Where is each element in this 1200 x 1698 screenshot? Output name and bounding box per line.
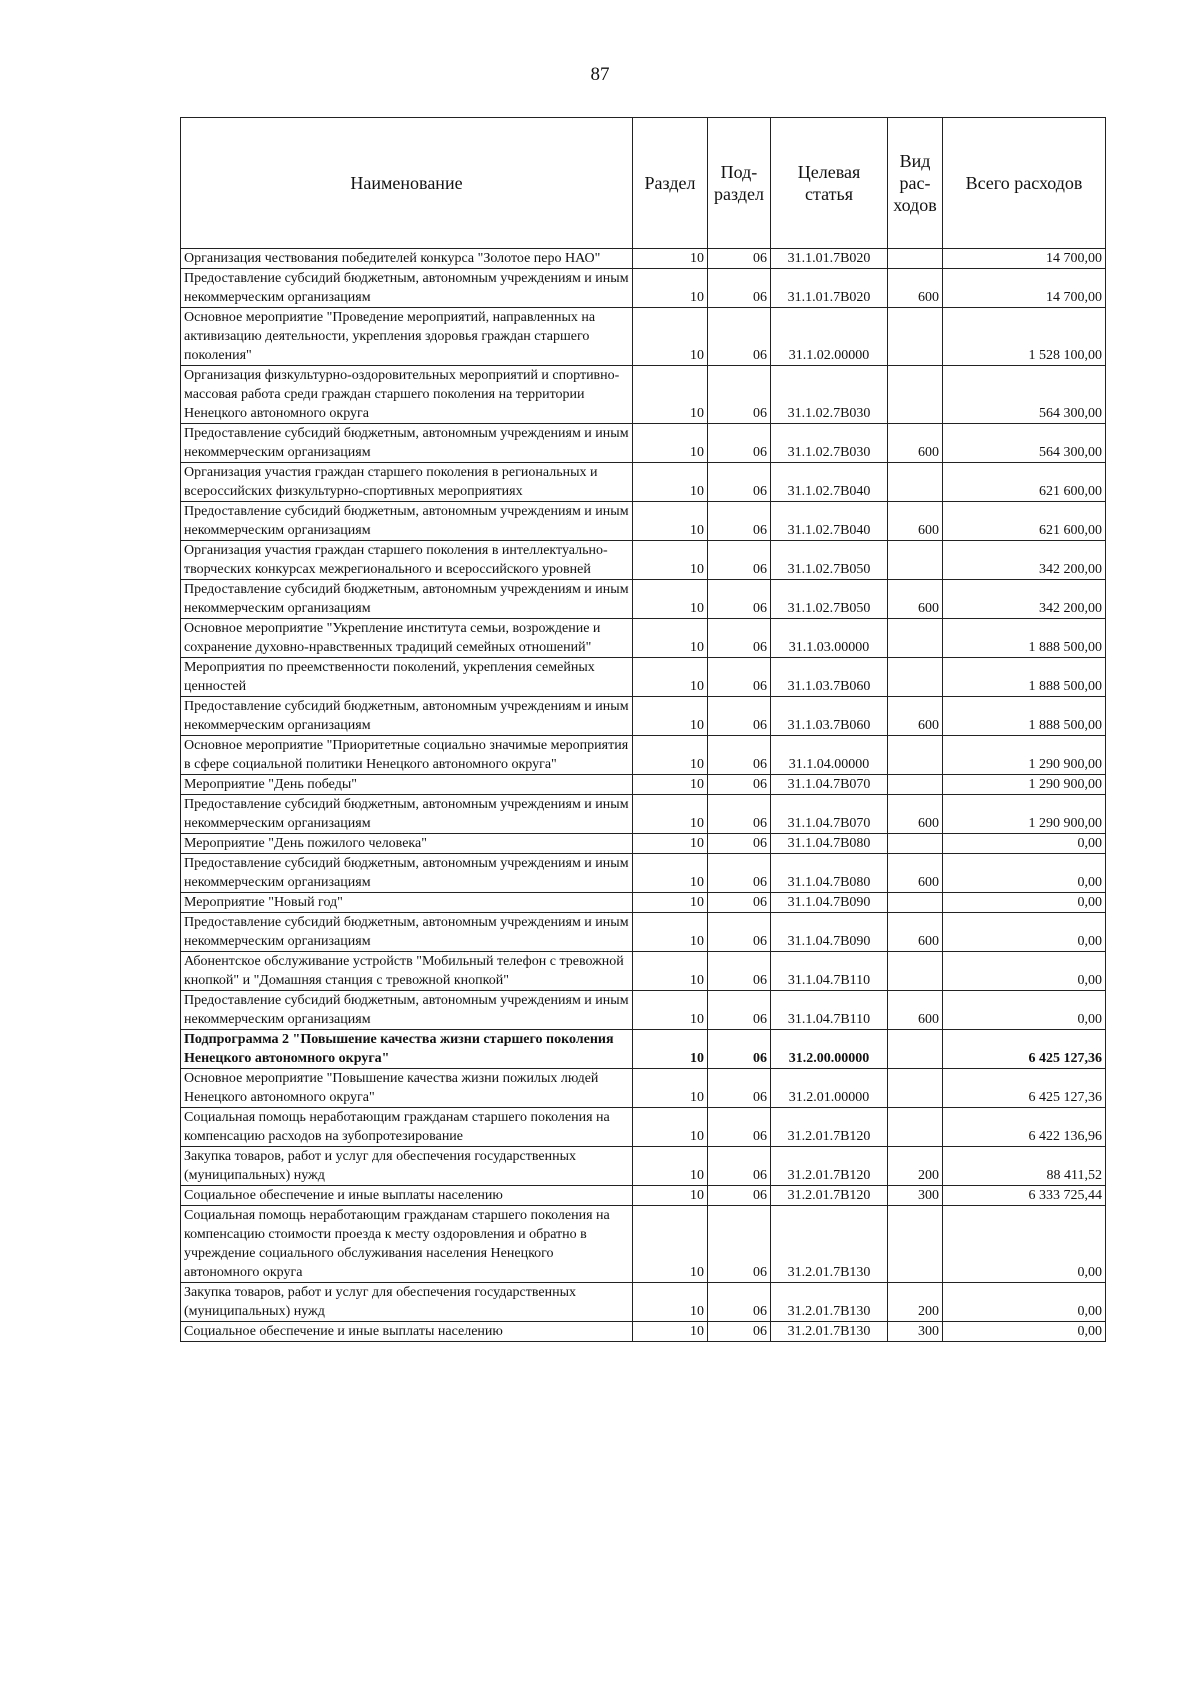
cell-subsection: 06 [708,736,771,775]
cell-total: 564 300,00 [943,366,1106,424]
cell-section: 10 [633,736,708,775]
cell-vid [888,736,943,775]
header-subsection: Под-раздел [708,118,771,249]
cell-target: 31.1.02.00000 [771,308,888,366]
cell-subsection: 06 [708,541,771,580]
cell-total: 14 700,00 [943,249,1106,269]
cell-subsection: 06 [708,269,771,308]
cell-target: 31.2.01.7В130 [771,1283,888,1322]
cell-section: 10 [633,308,708,366]
cell-section: 10 [633,249,708,269]
table-row [181,463,1106,502]
cell-total: 6 333 725,44 [943,1186,1106,1206]
cell-total: 1 888 500,00 [943,619,1106,658]
cell-section: 10 [633,269,708,308]
cell-total: 0,00 [943,854,1106,893]
cell-subsection: 06 [708,502,771,541]
cell-vid [888,775,943,795]
table-row [181,502,1106,541]
cell-total: 14 700,00 [943,269,1106,308]
cell-subsection: 06 [708,1186,771,1206]
table-row [181,619,1106,658]
table-row [181,658,1106,697]
table-row [181,1108,1106,1147]
cell-target: 31.1.04.7В090 [771,893,888,913]
table-row [181,913,1106,952]
cell-section: 10 [633,619,708,658]
cell-target: 31.2.01.7В120 [771,1147,888,1186]
cell-name: Предоставление субсидий бюджетным, автономным учреждениям и иным некоммерческим организациям [181,580,633,619]
header-vid: Вид рас-ходов [888,118,943,249]
cell-name: Подпрограмма 2 "Повышение качества жизни старшего поколения Ненецкого автономного округа" [181,1030,633,1069]
cell-subsection: 06 [708,991,771,1030]
cell-target: 31.2.00.00000 [771,1030,888,1069]
cell-vid [888,658,943,697]
cell-name: Предоставление субсидий бюджетным, автономным учреждениям и иным некоммерческим организациям [181,697,633,736]
cell-section: 10 [633,991,708,1030]
cell-target: 31.1.04.7В080 [771,854,888,893]
cell-subsection: 06 [708,1283,771,1322]
cell-subsection: 06 [708,834,771,854]
table-row [181,736,1106,775]
page-number: 87 [590,64,610,85]
cell-subsection: 06 [708,1322,771,1342]
cell-target: 31.1.03.00000 [771,619,888,658]
cell-subsection: 06 [708,619,771,658]
cell-target: 31.1.02.7В050 [771,580,888,619]
cell-section: 10 [633,1186,708,1206]
cell-section: 10 [633,913,708,952]
cell-target: 31.2.01.7В130 [771,1206,888,1283]
cell-total: 342 200,00 [943,541,1106,580]
cell-target: 31.2.01.00000 [771,1069,888,1108]
cell-name: Предоставление субсидий бюджетным, автономным учреждениям и иным некоммерческим организациям [181,795,633,834]
cell-vid [888,463,943,502]
cell-section: 10 [633,424,708,463]
cell-vid: 200 [888,1283,943,1322]
cell-total: 6 422 136,96 [943,1108,1106,1147]
cell-target: 31.1.02.7В030 [771,366,888,424]
cell-total: 88 411,52 [943,1147,1106,1186]
cell-target: 31.1.04.7В090 [771,913,888,952]
cell-section: 10 [633,795,708,834]
table-row [181,366,1106,424]
cell-total: 6 425 127,36 [943,1030,1106,1069]
cell-section: 10 [633,854,708,893]
cell-section: 10 [633,1069,708,1108]
table-row [181,541,1106,580]
cell-total: 6 425 127,36 [943,1069,1106,1108]
cell-name: Закупка товаров, работ и услуг для обеспечения государственных (муниципальных) нужд [181,1147,633,1186]
cell-subsection: 06 [708,424,771,463]
table-row [181,795,1106,834]
cell-total: 0,00 [943,991,1106,1030]
cell-vid [888,1030,943,1069]
cell-vid [888,1206,943,1283]
cell-subsection: 06 [708,366,771,424]
cell-section: 10 [633,1206,708,1283]
cell-vid [888,952,943,991]
cell-vid: 600 [888,502,943,541]
cell-name: Закупка товаров, работ и услуг для обеспечения государственных (муниципальных) нужд [181,1283,633,1322]
cell-name: Предоставление субсидий бюджетным, автономным учреждениям и иным некоммерческим организациям [181,502,633,541]
table-row [181,1030,1106,1069]
table-row [181,249,1106,269]
cell-total: 0,00 [943,952,1106,991]
cell-name: Предоставление субсидий бюджетным, автономным учреждениям и иным некоммерческим организациям [181,913,633,952]
cell-section: 10 [633,893,708,913]
cell-subsection: 06 [708,795,771,834]
header-target: Целевая статья [771,118,888,249]
cell-subsection: 06 [708,1108,771,1147]
cell-name: Предоставление субсидий бюджетным, автономным учреждениям и иным некоммерческим организациям [181,854,633,893]
cell-vid: 300 [888,1322,943,1342]
cell-total: 1 290 900,00 [943,736,1106,775]
cell-vid [888,834,943,854]
cell-vid [888,308,943,366]
table-row [181,1283,1106,1322]
cell-vid: 600 [888,580,943,619]
cell-section: 10 [633,1147,708,1186]
cell-section: 10 [633,952,708,991]
header-total: Всего расходов [943,118,1106,249]
cell-subsection: 06 [708,854,771,893]
table-row [181,424,1106,463]
cell-name: Мероприятие "День пожилого человека" [181,834,633,854]
cell-name: Социальное обеспечение и иные выплаты населению [181,1186,633,1206]
cell-section: 10 [633,502,708,541]
cell-target: 31.1.04.7В070 [771,775,888,795]
cell-subsection: 06 [708,893,771,913]
table-row [181,834,1106,854]
cell-total: 621 600,00 [943,502,1106,541]
cell-target: 31.1.04.7В070 [771,795,888,834]
cell-target: 31.1.01.7В020 [771,269,888,308]
cell-total: 0,00 [943,893,1106,913]
cell-vid: 600 [888,991,943,1030]
cell-name: Основное мероприятие "Проведение мероприятий, направленных на активизацию деятельности, укрепления здоровья граждан старшего поколения" [181,308,633,366]
table-row [181,1206,1106,1283]
cell-name: Социальная помощь неработающим гражданам старшего поколения на компенсацию расходов на зубопротезирование [181,1108,633,1147]
cell-subsection: 06 [708,952,771,991]
cell-name: Социальное обеспечение и иные выплаты населению [181,1322,633,1342]
cell-vid [888,1108,943,1147]
cell-target: 31.1.04.7В110 [771,991,888,1030]
cell-name: Предоставление субсидий бюджетным, автономным учреждениям и иным некоммерческим организациям [181,991,633,1030]
cell-section: 10 [633,1108,708,1147]
header-name: Наименование [181,118,633,249]
cell-name: Основное мероприятие "Повышение качества жизни пожилых людей Ненецкого автономного округа" [181,1069,633,1108]
cell-section: 10 [633,580,708,619]
cell-total: 0,00 [943,913,1106,952]
cell-target: 31.1.02.7В040 [771,502,888,541]
cell-name: Предоставление субсидий бюджетным, автономным учреждениям и иным некоммерческим организациям [181,424,633,463]
cell-subsection: 06 [708,463,771,502]
cell-vid [888,893,943,913]
cell-target: 31.1.03.7В060 [771,658,888,697]
cell-subsection: 06 [708,775,771,795]
cell-section: 10 [633,366,708,424]
table-row [181,1322,1106,1342]
cell-target: 31.2.01.7В120 [771,1186,888,1206]
cell-name: Основное мероприятие "Приоритетные социально значимые мероприятия в сфере социальной политики Ненецкого автономного округа" [181,736,633,775]
cell-section: 10 [633,463,708,502]
cell-section: 10 [633,1322,708,1342]
table-body [181,249,1106,1342]
cell-name: Мероприятие "Новый год" [181,893,633,913]
cell-vid: 600 [888,854,943,893]
cell-name: Предоставление субсидий бюджетным, автономным учреждениям и иным некоммерческим организациям [181,269,633,308]
cell-target: 31.1.02.7В040 [771,463,888,502]
table-row [181,1186,1106,1206]
table-row [181,308,1106,366]
cell-section: 10 [633,658,708,697]
cell-target: 31.1.02.7В050 [771,541,888,580]
cell-vid: 200 [888,1147,943,1186]
table-row [181,580,1106,619]
cell-subsection: 06 [708,308,771,366]
cell-vid: 600 [888,913,943,952]
cell-subsection: 06 [708,913,771,952]
cell-vid: 300 [888,1186,943,1206]
cell-subsection: 06 [708,1069,771,1108]
cell-vid [888,249,943,269]
cell-section: 10 [633,1030,708,1069]
cell-target: 31.1.04.00000 [771,736,888,775]
cell-target: 31.1.04.7В080 [771,834,888,854]
cell-name: Организация участия граждан старшего поколения в интеллектуально-творческих конкурсах межрегионального и всероссийского уровней [181,541,633,580]
cell-section: 10 [633,775,708,795]
cell-subsection: 06 [708,697,771,736]
cell-target: 31.1.02.7В030 [771,424,888,463]
cell-total: 0,00 [943,1206,1106,1283]
cell-name: Абонентское обслуживание устройств "Мобильный телефон с тревожной кнопкой" и "Домашняя станция с тревожной кнопкой" [181,952,633,991]
cell-section: 10 [633,697,708,736]
cell-total: 0,00 [943,1322,1106,1342]
cell-total: 0,00 [943,834,1106,854]
cell-vid [888,1069,943,1108]
cell-total: 564 300,00 [943,424,1106,463]
table-row [181,952,1106,991]
cell-total: 1 290 900,00 [943,775,1106,795]
cell-subsection: 06 [708,249,771,269]
cell-total: 1 290 900,00 [943,795,1106,834]
table-row [181,991,1106,1030]
cell-vid [888,619,943,658]
cell-total: 342 200,00 [943,580,1106,619]
table-row [181,1147,1106,1186]
table-row [181,775,1106,795]
cell-section: 10 [633,1283,708,1322]
header-section: Раздел [633,118,708,249]
cell-total: 1 888 500,00 [943,697,1106,736]
cell-section: 10 [633,834,708,854]
cell-subsection: 06 [708,1030,771,1069]
cell-total: 621 600,00 [943,463,1106,502]
cell-vid [888,366,943,424]
cell-total: 0,00 [943,1283,1106,1322]
cell-subsection: 06 [708,1147,771,1186]
cell-section: 10 [633,541,708,580]
cell-vid: 600 [888,424,943,463]
table-header-row [181,118,1106,249]
cell-name: Мероприятие "День победы" [181,775,633,795]
cell-total: 1 528 100,00 [943,308,1106,366]
table-row [181,1069,1106,1108]
cell-target: 31.2.01.7В120 [771,1108,888,1147]
cell-target: 31.1.03.7В060 [771,697,888,736]
cell-name: Организация участия граждан старшего поколения в региональных и всероссийских физкультурно-спортивных мероприятиях [181,463,633,502]
cell-name: Организация физкультурно-оздоровительных мероприятий и спортивно-массовая работа среди граждан старшего поколения на территории Ненецкого автономного округа [181,366,633,424]
cell-target: 31.1.04.7В110 [771,952,888,991]
cell-name: Социальная помощь неработающим гражданам старшего поколения на компенсацию стоимости проезда к месту оздоровления и обратно в учреждение социального обслуживания населения Ненецкого автономного округа [181,1206,633,1283]
cell-vid: 600 [888,269,943,308]
cell-subsection: 06 [708,1206,771,1283]
cell-target: 31.2.01.7В130 [771,1322,888,1342]
cell-vid [888,541,943,580]
cell-subsection: 06 [708,658,771,697]
cell-name: Мероприятия по преемственности поколений, укрепления семейных ценностей [181,658,633,697]
table-row [181,269,1106,308]
cell-vid: 600 [888,795,943,834]
table-row [181,893,1106,913]
cell-total: 1 888 500,00 [943,658,1106,697]
cell-vid: 600 [888,697,943,736]
table-row [181,854,1106,893]
cell-subsection: 06 [708,580,771,619]
cell-name: Организация чествования победителей конкурса "Золотое перо НАО" [181,249,633,269]
table-row [181,697,1106,736]
cell-target: 31.1.01.7В020 [771,249,888,269]
cell-name: Основное мероприятие "Укрепление института семьи, возрождение и сохранение духовно-нравственных традиций семейных отношений" [181,619,633,658]
budget-table [180,117,1106,1342]
